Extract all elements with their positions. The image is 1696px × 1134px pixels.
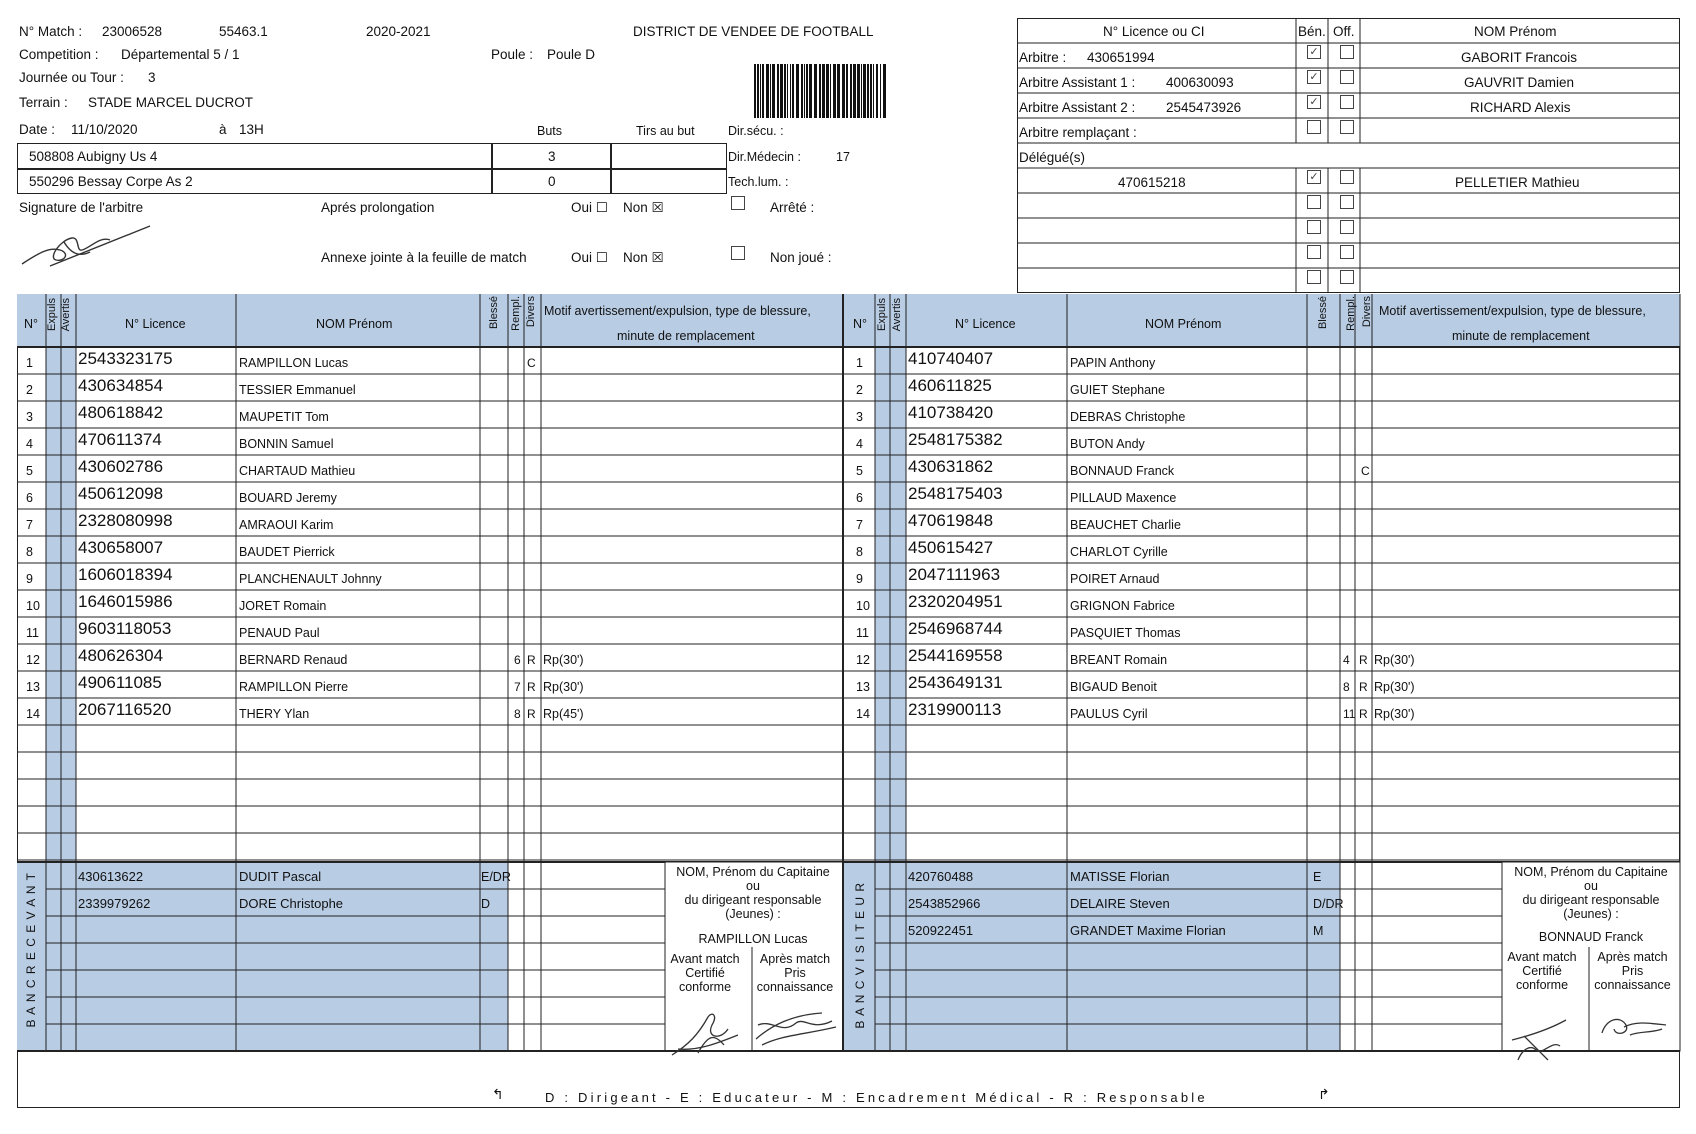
away-col-no: N° xyxy=(853,317,868,331)
away-apres-signature xyxy=(1596,1005,1672,1045)
away-player-motif: Rp(30') xyxy=(1374,653,1415,667)
away-bench-role: D/DR xyxy=(1313,897,1344,911)
competition: Départemental 5 / 1 xyxy=(121,47,240,62)
home-col-motif1: Motif avertissement/expulsion, type de blessure, xyxy=(544,304,811,318)
away-col-avertis: Avertis xyxy=(891,298,903,332)
away-player-no: 2 xyxy=(856,383,863,397)
home-player-no: 12 xyxy=(26,653,40,667)
match-code: 55463.1 xyxy=(219,24,268,39)
home-player-no: 14 xyxy=(26,707,40,721)
away-player-no: 3 xyxy=(856,410,863,424)
away-player-name: BIGAUD Benoit xyxy=(1070,680,1157,694)
ben-checkbox[interactable]: ✓ xyxy=(1307,95,1321,109)
away-player-name: PILLAUD Maxence xyxy=(1070,491,1177,505)
home-player-licence: 1646015986 xyxy=(78,592,173,611)
away-player-licence: 410738420 xyxy=(908,403,994,422)
away-player-no: 8 xyxy=(856,545,863,559)
away-player-licence: 2548175403 xyxy=(908,484,1003,503)
home-bench-name: DORE Christophe xyxy=(239,896,344,911)
home-player-licence: 430634854 xyxy=(78,376,164,395)
home-goals: 3 xyxy=(548,149,556,164)
home-apres-signature xyxy=(752,1005,840,1049)
terrain: STADE MARCEL DUCROT xyxy=(88,95,254,110)
away-player-licence: 2544169558 xyxy=(908,646,1003,665)
away-player-licence: 470619848 xyxy=(908,511,994,530)
away-col-divers: Divers xyxy=(1361,296,1373,328)
home-apres-match: Après match Pris connaissance xyxy=(756,952,834,994)
competition-label: Competition : xyxy=(19,47,99,62)
referee-name: GABORIT Francois xyxy=(1461,50,1578,65)
home-col-rempl: Rempl. xyxy=(510,296,522,331)
away-bench-name: GRANDET Maxime Florian xyxy=(1070,923,1226,938)
home-player-motif: Rp(45') xyxy=(543,707,584,721)
away-player-name: BUTON Andy xyxy=(1070,437,1145,451)
assistant1-role: Arbitre Assistant 1 : xyxy=(1019,75,1136,90)
away-bench-licence: 520922451 xyxy=(908,923,974,938)
home-player-no: 1 xyxy=(26,356,33,370)
home-player-no: 8 xyxy=(26,545,33,559)
home-player-no: 2 xyxy=(26,383,33,397)
home-player-name: BOUARD Jeremy xyxy=(239,491,337,505)
away-player-no: 1 xyxy=(856,356,863,370)
away-player-divers: C xyxy=(1361,464,1370,478)
away-player-name: GRIGNON Fabrice xyxy=(1070,599,1175,613)
delegue-label: Délégué(s) xyxy=(1019,150,1086,165)
away-bench-role: E xyxy=(1313,870,1322,884)
away-player-rempl: R xyxy=(1359,653,1368,667)
away-player-no: 9 xyxy=(856,572,863,586)
home-player-motif: Rp(30') xyxy=(543,653,584,667)
officials-col-ben: Bén. xyxy=(1298,24,1326,39)
home-player-licence: 9603118053 xyxy=(78,619,172,638)
away-bench-licence: 2543852966 xyxy=(908,896,981,911)
away-player-no: 4 xyxy=(856,437,863,451)
away-player-name: BONNAUD Franck xyxy=(1070,464,1175,478)
home-avant-match: Avant match Certifié conforme xyxy=(670,952,740,994)
dirsecu-label: Dir.sécu. : xyxy=(728,124,784,138)
away-player-motif: Rp(30') xyxy=(1374,707,1415,721)
home-player-name: AMRAOUI Karim xyxy=(239,518,334,532)
home-captain-title: NOM, Prénom du Capitaine ou du dirigeant responsable (Jeunes) : xyxy=(676,865,830,921)
home-player-licence: 2543323175 xyxy=(78,349,173,368)
home-player-licence: 2067116520 xyxy=(78,700,172,719)
away-col-motif2: minute de remplacement xyxy=(1452,329,1590,343)
home-player-licence: 480626304 xyxy=(78,646,164,665)
away-player-name: GUIET Stephane xyxy=(1070,383,1165,397)
away-player-licence: 2548175382 xyxy=(908,430,1003,449)
away-avant-match: Avant match Certifié conforme xyxy=(1507,950,1577,992)
away-player-blesse: 11 xyxy=(1343,707,1356,721)
home-bench-role: E/DR xyxy=(481,870,511,884)
away-player-name: PASQUIET Thomas xyxy=(1070,626,1181,640)
home-player-rempl: R xyxy=(527,653,536,667)
away-player-rempl: R xyxy=(1359,680,1368,694)
away-player-licence: 430631862 xyxy=(908,457,994,476)
time: 13H xyxy=(239,122,264,137)
assistant1-name: GAUVRIT Damien xyxy=(1464,75,1575,90)
away-player-rempl: R xyxy=(1359,707,1368,721)
home-player-name: CHARTAUD Mathieu xyxy=(239,464,356,478)
away-player-licence: 410740407 xyxy=(908,349,994,368)
away-col-motif1: Motif avertissement/expulsion, type de blessure, xyxy=(1379,304,1646,318)
away-player-licence: 2319900113 xyxy=(908,700,1002,719)
away-captain-name: BONNAUD Franck xyxy=(1538,930,1644,944)
away-player-name: DEBRAS Christophe xyxy=(1070,410,1186,424)
home-col-no: N° xyxy=(24,317,39,331)
officials-col-licence: N° Licence ou CI xyxy=(1103,24,1205,39)
home-col-divers: Divers xyxy=(525,296,537,328)
home-player-no: 9 xyxy=(26,572,33,586)
poule: Poule D xyxy=(547,47,596,62)
home-player-name: RAMPILLON Lucas xyxy=(239,356,349,370)
away-player-no: 10 xyxy=(856,599,870,613)
home-player-blesse: 7 xyxy=(514,680,521,694)
assistant1-licence: 400630093 xyxy=(1166,75,1234,90)
home-player-motif: Rp(30') xyxy=(543,680,584,694)
dirmed-value: 17 xyxy=(836,150,850,164)
away-player-blesse: 8 xyxy=(1343,680,1350,694)
ben-checkbox[interactable]: ✓ xyxy=(1307,45,1321,59)
away-player-licence: 460611825 xyxy=(908,376,992,395)
home-player-no: 10 xyxy=(26,599,40,613)
home-player-name: JORET Romain xyxy=(239,599,327,613)
home-player-licence: 430602786 xyxy=(78,457,164,476)
away-col-nom: NOM Prénom xyxy=(1145,317,1222,331)
home-col-avertis: Avertis xyxy=(60,298,72,332)
prolongation-non[interactable]: Non ☒ xyxy=(623,200,664,215)
home-team: 508808 Aubigny Us 4 xyxy=(29,149,158,164)
buts-label: Buts xyxy=(537,124,563,138)
home-player-licence: 470611374 xyxy=(78,430,162,449)
home-player-name: PLANCHENAULT Johnny xyxy=(239,572,382,586)
prolongation-label: Aprés prolongation xyxy=(321,200,435,215)
replacement-role: Arbitre remplaçant : xyxy=(1019,125,1137,140)
away-player-name: CHARLOT Cyrille xyxy=(1070,545,1168,559)
season: 2020-2021 xyxy=(366,24,431,39)
home-col-expuls: Expuls xyxy=(46,298,58,332)
home-player-name: RAMPILLON Pierre xyxy=(239,680,349,694)
away-col-licence: N° Licence xyxy=(955,317,1016,331)
away-player-licence: 2047111963 xyxy=(908,565,1001,584)
assistant2-role: Arbitre Assistant 2 : xyxy=(1019,100,1136,115)
home-player-no: 3 xyxy=(26,410,33,424)
home-player-licence: 2328080998 xyxy=(78,511,173,530)
home-bench-licence: 430613622 xyxy=(78,869,144,884)
ben-checkbox[interactable]: ✓ xyxy=(1307,170,1321,184)
district-title: DISTRICT DE VENDEE DE FOOTBALL xyxy=(633,24,874,39)
time-prefix: à xyxy=(219,122,227,137)
signature-label: Signature de l'arbitre xyxy=(19,200,144,215)
home-player-name: BERNARD Renaud xyxy=(239,653,348,667)
away-player-blesse: 4 xyxy=(1343,653,1350,667)
home-player-licence: 480618842 xyxy=(78,403,164,422)
legend-arrow-right-icon: ↱ xyxy=(1318,1086,1330,1102)
home-player-rempl: R xyxy=(527,707,536,721)
date-label: Date : xyxy=(19,122,56,137)
match-label: N° Match : xyxy=(19,24,83,39)
ben-checkbox[interactable]: ✓ xyxy=(1307,70,1321,84)
terrain-label: Terrain : xyxy=(19,95,68,110)
away-col-rempl: Rempl. xyxy=(1345,296,1357,331)
home-col-blesse: Blessé xyxy=(488,296,500,330)
home-col-licence: N° Licence xyxy=(125,317,186,331)
away-bench-role: M xyxy=(1313,924,1324,938)
away-player-no: 11 xyxy=(856,626,869,640)
home-player-name: TESSIER Emmanuel xyxy=(239,383,356,397)
home-player-blesse: 8 xyxy=(514,707,521,721)
home-player-name: PENAUD Paul xyxy=(239,626,320,640)
home-bench-licence: 2339979262 xyxy=(78,896,151,911)
annexe-label: Annexe jointe à la feuille de match xyxy=(321,250,527,265)
away-captain-title: NOM, Prénom du Capitaine ou du dirigeant responsable (Jeunes) : xyxy=(1514,865,1668,921)
home-player-no: 7 xyxy=(26,518,33,532)
home-player-divers: C xyxy=(527,356,536,370)
away-player-no: 7 xyxy=(856,518,863,532)
away-bench-licence: 420760488 xyxy=(908,869,974,884)
legend: D : Dirigeant - E : Educateur - M : Encadrement Médical - R : Responsable xyxy=(545,1090,1208,1105)
away-player-no: 5 xyxy=(856,464,863,478)
officials-col-off: Off. xyxy=(1333,24,1355,39)
journee-label: Journée ou Tour : xyxy=(19,70,124,85)
home-bench-role: D xyxy=(481,897,491,911)
home-player-no: 5 xyxy=(26,464,33,478)
referee-licence: 430651994 xyxy=(1087,50,1155,65)
away-col-expuls: Expuls xyxy=(876,298,888,332)
home-player-name: BAUDET Pierrick xyxy=(239,545,335,559)
home-player-name: THERY Ylan xyxy=(239,707,310,721)
away-avant-signature xyxy=(1508,1010,1584,1064)
home-player-name: BONNIN Samuel xyxy=(239,437,334,451)
away-col-blesse: Blessé xyxy=(1317,296,1329,330)
delegue-licence: 470615218 xyxy=(1118,175,1186,190)
away-player-licence: 2546968744 xyxy=(908,619,1003,638)
home-col-motif2: minute de remplacement xyxy=(617,329,755,343)
tab-label: Tirs au but xyxy=(636,124,695,138)
dirmed-label: Dir.Médecin : xyxy=(728,150,801,164)
home-player-no: 11 xyxy=(26,626,39,640)
away-player-name: POIRET Arnaud xyxy=(1070,572,1160,586)
match-number: 23006528 xyxy=(102,24,163,39)
away-player-licence: 450615427 xyxy=(908,538,994,557)
arrete-label: Arrêté : xyxy=(770,200,815,215)
legend-arrow-left-icon: ↰ xyxy=(492,1086,504,1102)
officials-col-nom: NOM Prénom xyxy=(1474,24,1557,39)
away-player-name: BEAUCHET Charlie xyxy=(1070,518,1181,532)
away-apres-match: Après match Pris connaissance xyxy=(1594,950,1671,992)
away-player-no: 13 xyxy=(856,680,870,694)
away-player-licence: 2320204951 xyxy=(908,592,1003,611)
away-player-no: 6 xyxy=(856,491,863,505)
away-bench-name: DELAIRE Steven xyxy=(1070,896,1170,911)
poule-label: Poule : xyxy=(491,47,534,62)
journee: 3 xyxy=(148,70,156,85)
date: 11/10/2020 xyxy=(71,122,138,137)
home-avant-signature xyxy=(668,1005,748,1059)
away-bench-name: MATISSE Florian xyxy=(1070,869,1170,884)
away-team: 550296 Bessay Corpe As 2 xyxy=(29,174,193,189)
home-player-licence: 450612098 xyxy=(78,484,164,503)
away-player-licence: 2543649131 xyxy=(908,673,1003,692)
delegue-name: PELLETIER Mathieu xyxy=(1455,175,1580,190)
away-player-name: BREANT Romain xyxy=(1070,653,1168,667)
home-bench-label: B A N C R E C E V A N T xyxy=(24,872,38,1028)
away-player-name: PAULUS Cyril xyxy=(1070,707,1148,721)
away-player-no: 14 xyxy=(856,707,870,721)
home-player-no: 6 xyxy=(26,491,33,505)
home-bench-name: DUDIT Pascal xyxy=(239,869,322,884)
home-player-no: 4 xyxy=(26,437,33,451)
away-player-name: PAPIN Anthony xyxy=(1070,356,1156,370)
referee-role: Arbitre : xyxy=(1019,50,1067,65)
away-player-motif: Rp(30') xyxy=(1374,680,1415,694)
home-col-nom: NOM Prénom xyxy=(316,317,393,331)
home-player-licence: 430658007 xyxy=(78,538,164,557)
home-player-no: 13 xyxy=(26,680,40,694)
assistant2-name: RICHARD Alexis xyxy=(1470,100,1571,115)
home-player-licence: 490611085 xyxy=(78,673,162,692)
home-player-rempl: R xyxy=(527,680,536,694)
away-player-no: 12 xyxy=(856,653,870,667)
prolongation-oui[interactable]: Oui ☐ xyxy=(571,200,608,215)
nonjoue-label: Non joué : xyxy=(770,250,832,265)
annexe-oui[interactable]: Oui ☐ xyxy=(571,250,608,265)
techlum-label: Tech.lum. : xyxy=(728,175,789,189)
home-player-licence: 1606018394 xyxy=(78,565,173,584)
annexe-non[interactable]: Non ☒ xyxy=(623,250,664,265)
home-player-blesse: 6 xyxy=(514,653,521,667)
home-player-name: MAUPETIT Tom xyxy=(239,410,329,424)
assistant2-licence: 2545473926 xyxy=(1166,100,1242,115)
away-bench-label: B A N C V I S I T E U R xyxy=(853,882,867,1029)
home-captain-name: RAMPILLON Lucas xyxy=(698,932,808,946)
away-goals: 0 xyxy=(548,174,556,189)
